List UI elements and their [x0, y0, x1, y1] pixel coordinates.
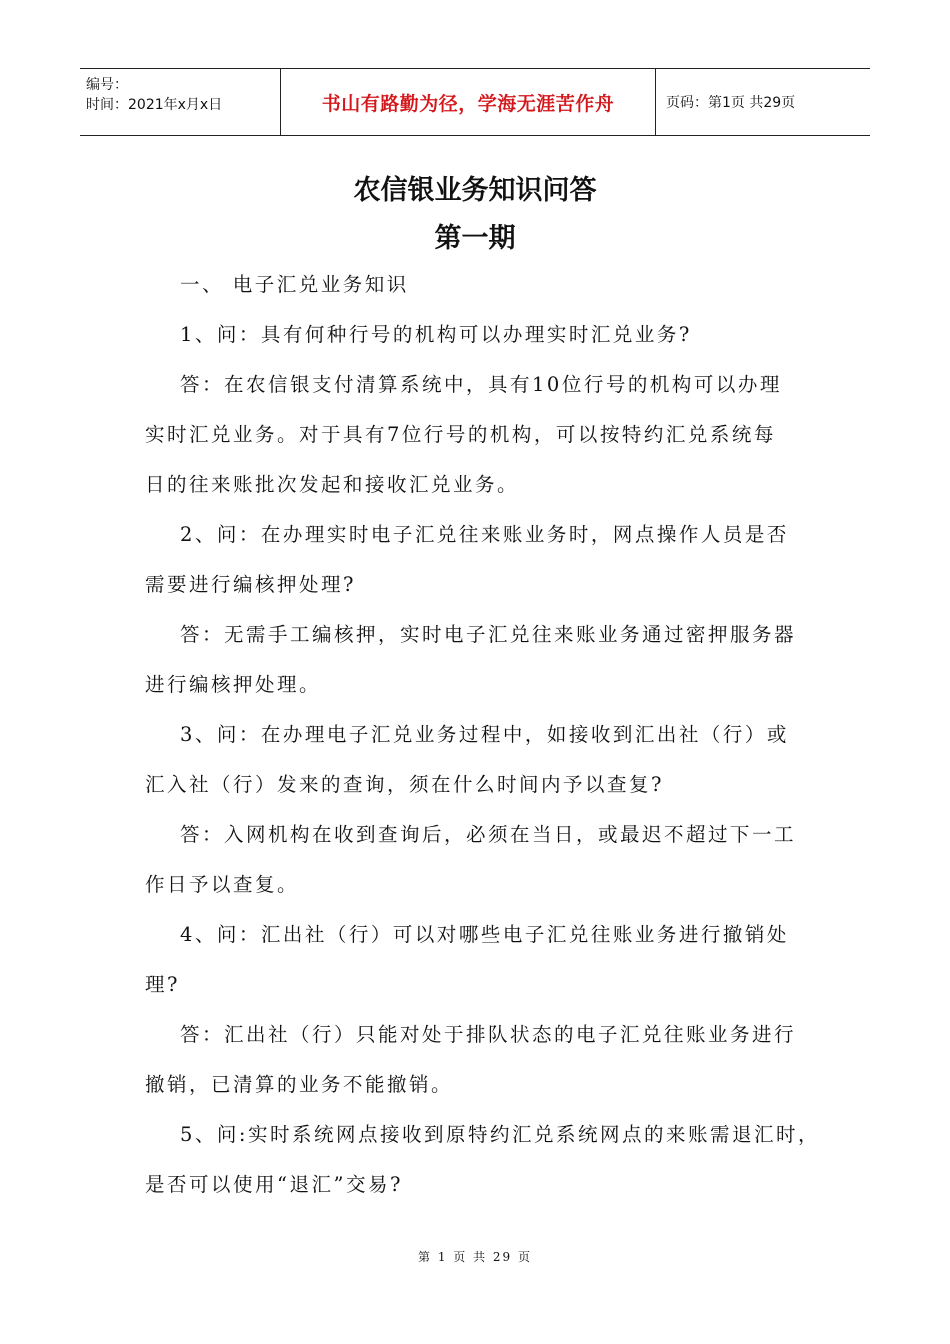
header-motto: 书山有路勤为径，学海无涯苦作舟: [280, 69, 656, 135]
answer-1-line-3: 日的往来账批次发起和接收汇兑业务。: [145, 473, 520, 496]
answer-3-line-1: 答：入网机构在收到查询后，必须在当日，或最迟不超过下一工: [180, 823, 797, 846]
question-3-line-2: 汇入社（行）发来的查询，须在什么时间内予以查复?: [145, 773, 664, 796]
question-4-line-2: 理?: [145, 973, 180, 996]
answer-1-line-2: 实时汇兑业务。对于具有7位行号的机构，可以按特约汇兑系统每: [145, 423, 776, 446]
answer-4-line-2: 撤销，已清算的业务不能撤销。: [145, 1073, 454, 1096]
answer-1-line-1: 答：在农信银支付清算系统中，具有10位行号的机构可以办理: [180, 373, 782, 396]
document-body: [145, 270, 820, 1220]
question-1: 1、问：具有何种行号的机构可以办理实时汇兑业务?: [180, 323, 692, 346]
time-label: 时间：2021年x月x日: [86, 97, 223, 113]
page-header: [80, 68, 870, 136]
page-footer: 第 1 页 共 29 页: [418, 1250, 532, 1264]
question-5-line-1: 5、问:实时系统网点接收到原特约汇兑系统网点的来账需退汇时，: [180, 1123, 820, 1146]
answer-2-line-1: 答：无需手工编核押，实时电子汇兑往来账业务通过密押服务器: [180, 623, 797, 646]
question-4-line-1: 4、问：汇出社（行）可以对哪些电子汇兑往账业务进行撤销处: [180, 923, 789, 946]
question-3-line-1: 3、问：在办理电子汇兑业务过程中，如接收到汇出社（行）或: [180, 723, 789, 746]
section-heading: 一、 电子汇兑业务知识: [180, 273, 409, 296]
answer-2-line-2: 进行编核押处理。: [145, 673, 322, 696]
document-subtitle: 第一期: [434, 223, 516, 254]
question-2-line-1: 2、问：在办理实时电子汇兑往来账业务时，网点操作人员是否: [180, 523, 789, 546]
answer-3-line-2: 作日予以查复。: [145, 873, 300, 896]
answer-4-line-1: 答：汇出社（行）只能对处于排队状态的电子汇兑往账业务进行: [180, 1023, 797, 1046]
document-title: 农信银业务知识问答: [353, 175, 597, 206]
number-label: 编号：: [86, 77, 128, 93]
header-page-info: 页码：第1页 共29页: [666, 95, 796, 111]
question-2-line-2: 需要进行编核押处理?: [145, 573, 356, 596]
question-5-line-2: 是否可以使用“退汇”交易?: [145, 1173, 403, 1196]
header-meta: [80, 69, 280, 135]
